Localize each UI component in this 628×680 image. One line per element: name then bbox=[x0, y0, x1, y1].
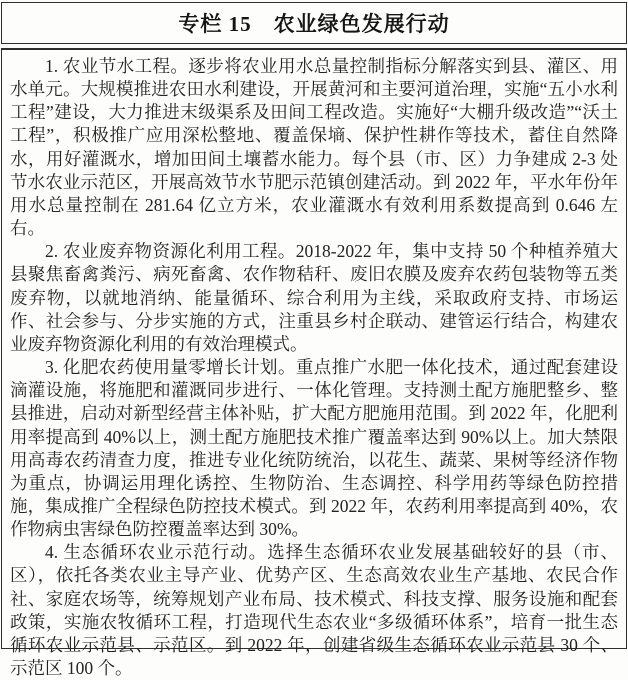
paragraph-water-saving: 1. 农业节水工程。逐步将农业用水总量控制指标分解落实到县、灌区、用水单元。大规模推进农田水利建设，开展黄河和主要河道治理，实施“五小水利工程”建设，大力推进末级渠系及田间工程改造。实施好“大棚升级改造”“沃土工程”，积极推广应用深松整地、覆盖保墒、保护性耕作等技术，蓄住自然降水，用好灌溉水，增加田间土壤蓄水能力。每个县（市、区）力争建成 2-3 处节水农业示范区，开展高效节水节肥示范镇创建活动。到 2022 年，平水年份年用水总量控制在 281.64 亿立方米，农业灌溉水有效利用系数提高到 0.646 左右。 bbox=[10, 56, 618, 239]
column-title: 专栏 15 农业绿色发展行动 bbox=[178, 12, 450, 36]
document-column-box bbox=[0, 2, 628, 679]
column-title-box bbox=[1, 2, 627, 44]
paragraph-fertilizer-pesticide: 3. 化肥农药使用量零增长计划。重点推广水肥一体化技术，通过配套建设滴灌设施，将施肥和灌溉同步进行、一体化管理。支持测土配方施肥整乡、整县推进，启动对新型经营主体补贴，扩大配方肥施用范围。到 2022 年，化肥利用率提高到 40%以上，测土配方施肥技术推广覆盖率达到 90%以上。加大禁限用高毒农药清查力度，推进专业化统防统治，以花生、蔬菜、果树等经济作物为重点，协调运用理化诱控、生物防治、生态调控、科学用药等绿色防控措施，集成推广全程绿色防控技术模式。到 2022 年，农药利用率提高到 40%，农作物病虫害绿色防控覆盖率达到 30%。 bbox=[10, 357, 618, 540]
paragraph-eco-cycle-demo: 4. 生态循环农业示范行动。选择生态循环农业发展基础较好的县（市、区），依托各类农业主导产业、优势产区、生态高效农业生产基地、农民合作社、家庭农场等，统筹规划产业布局、技术模式、科技支撑、服务设施和配套政策，实施农牧循环工程，打造现代生态农业“多级循环体系”，培育一批生态循环农业示范县、示范区。到 2022 年，创建省级生态循环农业示范县 30 个、示范区 100 个。 bbox=[10, 542, 618, 679]
page bbox=[0, 2, 628, 679]
column-body-box bbox=[1, 48, 627, 679]
paragraph-waste-recycling: 2. 农业废弃物资源化利用工程。2018-2022 年，集中支持 50 个种植养殖大县聚焦畜禽粪污、病死畜禽、农作物秸秆、废旧农膜及废弃农药包装物等五类废弃物，以就地消纳、能量循环、综合利用为主线，采取政府支持、市场运作、社会参与、分步实施的方式，注重县乡村企联动、建管运行结合，构建农业废弃物资源化利用的有效治理模式。 bbox=[10, 241, 618, 354]
